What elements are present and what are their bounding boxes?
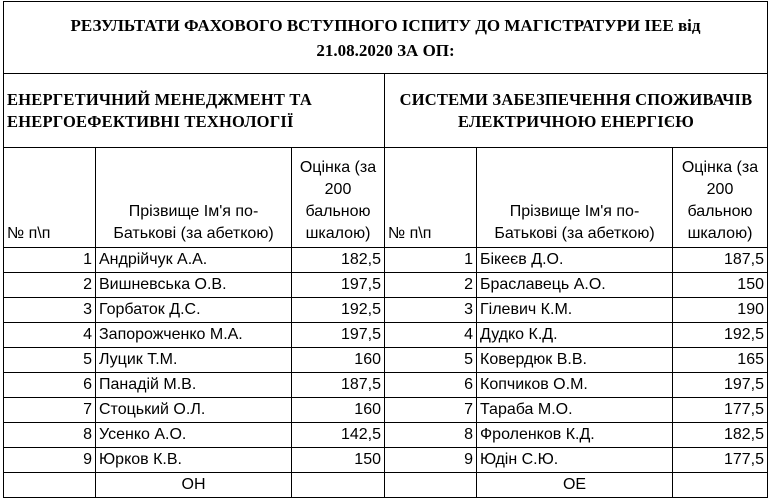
- left-header-num: № п\п: [4, 148, 96, 248]
- left-program-title: ЕНЕРГЕТИЧНИЙ МЕНЕДЖМЕНТ ТА ЕНЕРГОЕФЕКТИВНІ ТЕХНОЛОГІЇ: [4, 74, 385, 148]
- left-num-cell: 5: [4, 348, 96, 373]
- left-name-cell: Юрков К.В.: [96, 448, 292, 473]
- right-num-cell: 9: [385, 448, 477, 473]
- right-score-cell: 192,5: [673, 323, 768, 348]
- left-name-cell: Стоцький О.Л.: [96, 398, 292, 423]
- right-score-cell: 177,5: [673, 398, 768, 423]
- table-row: [4, 373, 768, 398]
- left-name-cell: Андрійчук А.А.: [96, 248, 292, 273]
- right-num-cell: 3: [385, 298, 477, 323]
- right-score-cell: 187,5: [673, 248, 768, 273]
- right-name-cell: Бікеєв Д.О.: [477, 248, 673, 273]
- left-score-cell: 197,5: [292, 273, 385, 298]
- right-num-cell: 7: [385, 398, 477, 423]
- results-sheet: [3, 1, 768, 498]
- right-num-cell: 4: [385, 323, 477, 348]
- right-name-cell: Юдін С.Ю.: [477, 448, 673, 473]
- left-name-cell: Запорожченко М.А.: [96, 323, 292, 348]
- page-title: [4, 2, 768, 74]
- right-num-cell: 1: [385, 248, 477, 273]
- footer-spacer-mid-right: [385, 473, 477, 498]
- title-line-1: РЕЗУЛЬТАТИ ФАХОВОГО ВСТУПНОГО ІСПИТУ ДО МАГІСТРАТУРИ ІЕЕ від: [70, 15, 701, 35]
- right-num-cell: 5: [385, 348, 477, 373]
- table-row: [4, 248, 768, 273]
- right-score-cell: 177,5: [673, 448, 768, 473]
- left-score-cell: 187,5: [292, 373, 385, 398]
- table-row: [4, 448, 768, 473]
- right-num-cell: 2: [385, 273, 477, 298]
- right-num-cell: 8: [385, 423, 477, 448]
- left-num-cell: 2: [4, 273, 96, 298]
- left-score-cell: 192,5: [292, 298, 385, 323]
- table-row: [4, 273, 768, 298]
- right-name-cell: Копчиков О.М.: [477, 373, 673, 398]
- left-header-name: Прізвище Ім'я по-Батькові (за абеткою): [96, 148, 292, 248]
- left-score-cell: 160: [292, 398, 385, 423]
- right-score-cell: 150: [673, 273, 768, 298]
- left-num-cell: 6: [4, 373, 96, 398]
- right-name-cell: Браславець А.О.: [477, 273, 673, 298]
- title-line-2: 21.08.2020 ЗА ОП:: [316, 40, 455, 60]
- left-score-cell: 150: [292, 448, 385, 473]
- left-name-cell: Усенко А.О.: [96, 423, 292, 448]
- right-score-cell: 190: [673, 298, 768, 323]
- table-row: [4, 298, 768, 323]
- left-num-cell: 1: [4, 248, 96, 273]
- left-num-cell: 7: [4, 398, 96, 423]
- left-score-cell: 142,5: [292, 423, 385, 448]
- table-row: [4, 323, 768, 348]
- left-num-cell: 8: [4, 423, 96, 448]
- left-score-cell: 197,5: [292, 323, 385, 348]
- right-num-cell: 6: [385, 373, 477, 398]
- right-name-cell: Тараба М.О.: [477, 398, 673, 423]
- left-score-cell: 160: [292, 348, 385, 373]
- left-num-cell: 9: [4, 448, 96, 473]
- right-name-cell: Фроленков К.Д.: [477, 423, 673, 448]
- right-header-num: № п\п: [385, 148, 477, 248]
- table-row: [4, 398, 768, 423]
- right-header-name: Прізвище Ім'я по-Батькові (за абеткою): [477, 148, 673, 248]
- table-row: [4, 348, 768, 373]
- footer-spacer-right: [673, 473, 768, 498]
- right-score-cell: 165: [673, 348, 768, 373]
- left-header-score: Оцінка (за 200 бальною шкалою): [292, 148, 385, 248]
- left-score-cell: 182,5: [292, 248, 385, 273]
- right-footer-code: ОЕ: [477, 473, 673, 498]
- footer-spacer-mid-left: [292, 473, 385, 498]
- left-name-cell: Луцик Т.М.: [96, 348, 292, 373]
- footer-spacer-left: [4, 473, 96, 498]
- left-num-cell: 4: [4, 323, 96, 348]
- left-name-cell: Горбаток Д.С.: [96, 298, 292, 323]
- right-name-cell: Дудко К.Д.: [477, 323, 673, 348]
- left-footer-code: ОН: [96, 473, 292, 498]
- left-name-cell: Вишневська О.В.: [96, 273, 292, 298]
- right-name-cell: Гілевич К.М.: [477, 298, 673, 323]
- right-name-cell: Ковердюк В.В.: [477, 348, 673, 373]
- left-num-cell: 3: [4, 298, 96, 323]
- right-program-title: СИСТЕМИ ЗАБЕЗПЕЧЕННЯ СПОЖИВАЧІВ ЕЛЕКТРИЧНОЮ ЕНЕРГІЄЮ: [385, 74, 768, 148]
- right-score-cell: 182,5: [673, 423, 768, 448]
- right-header-score: Оцінка (за 200 бальною шкалою): [673, 148, 768, 248]
- left-name-cell: Панадій М.В.: [96, 373, 292, 398]
- right-score-cell: 197,5: [673, 373, 768, 398]
- table-row: [4, 423, 768, 448]
